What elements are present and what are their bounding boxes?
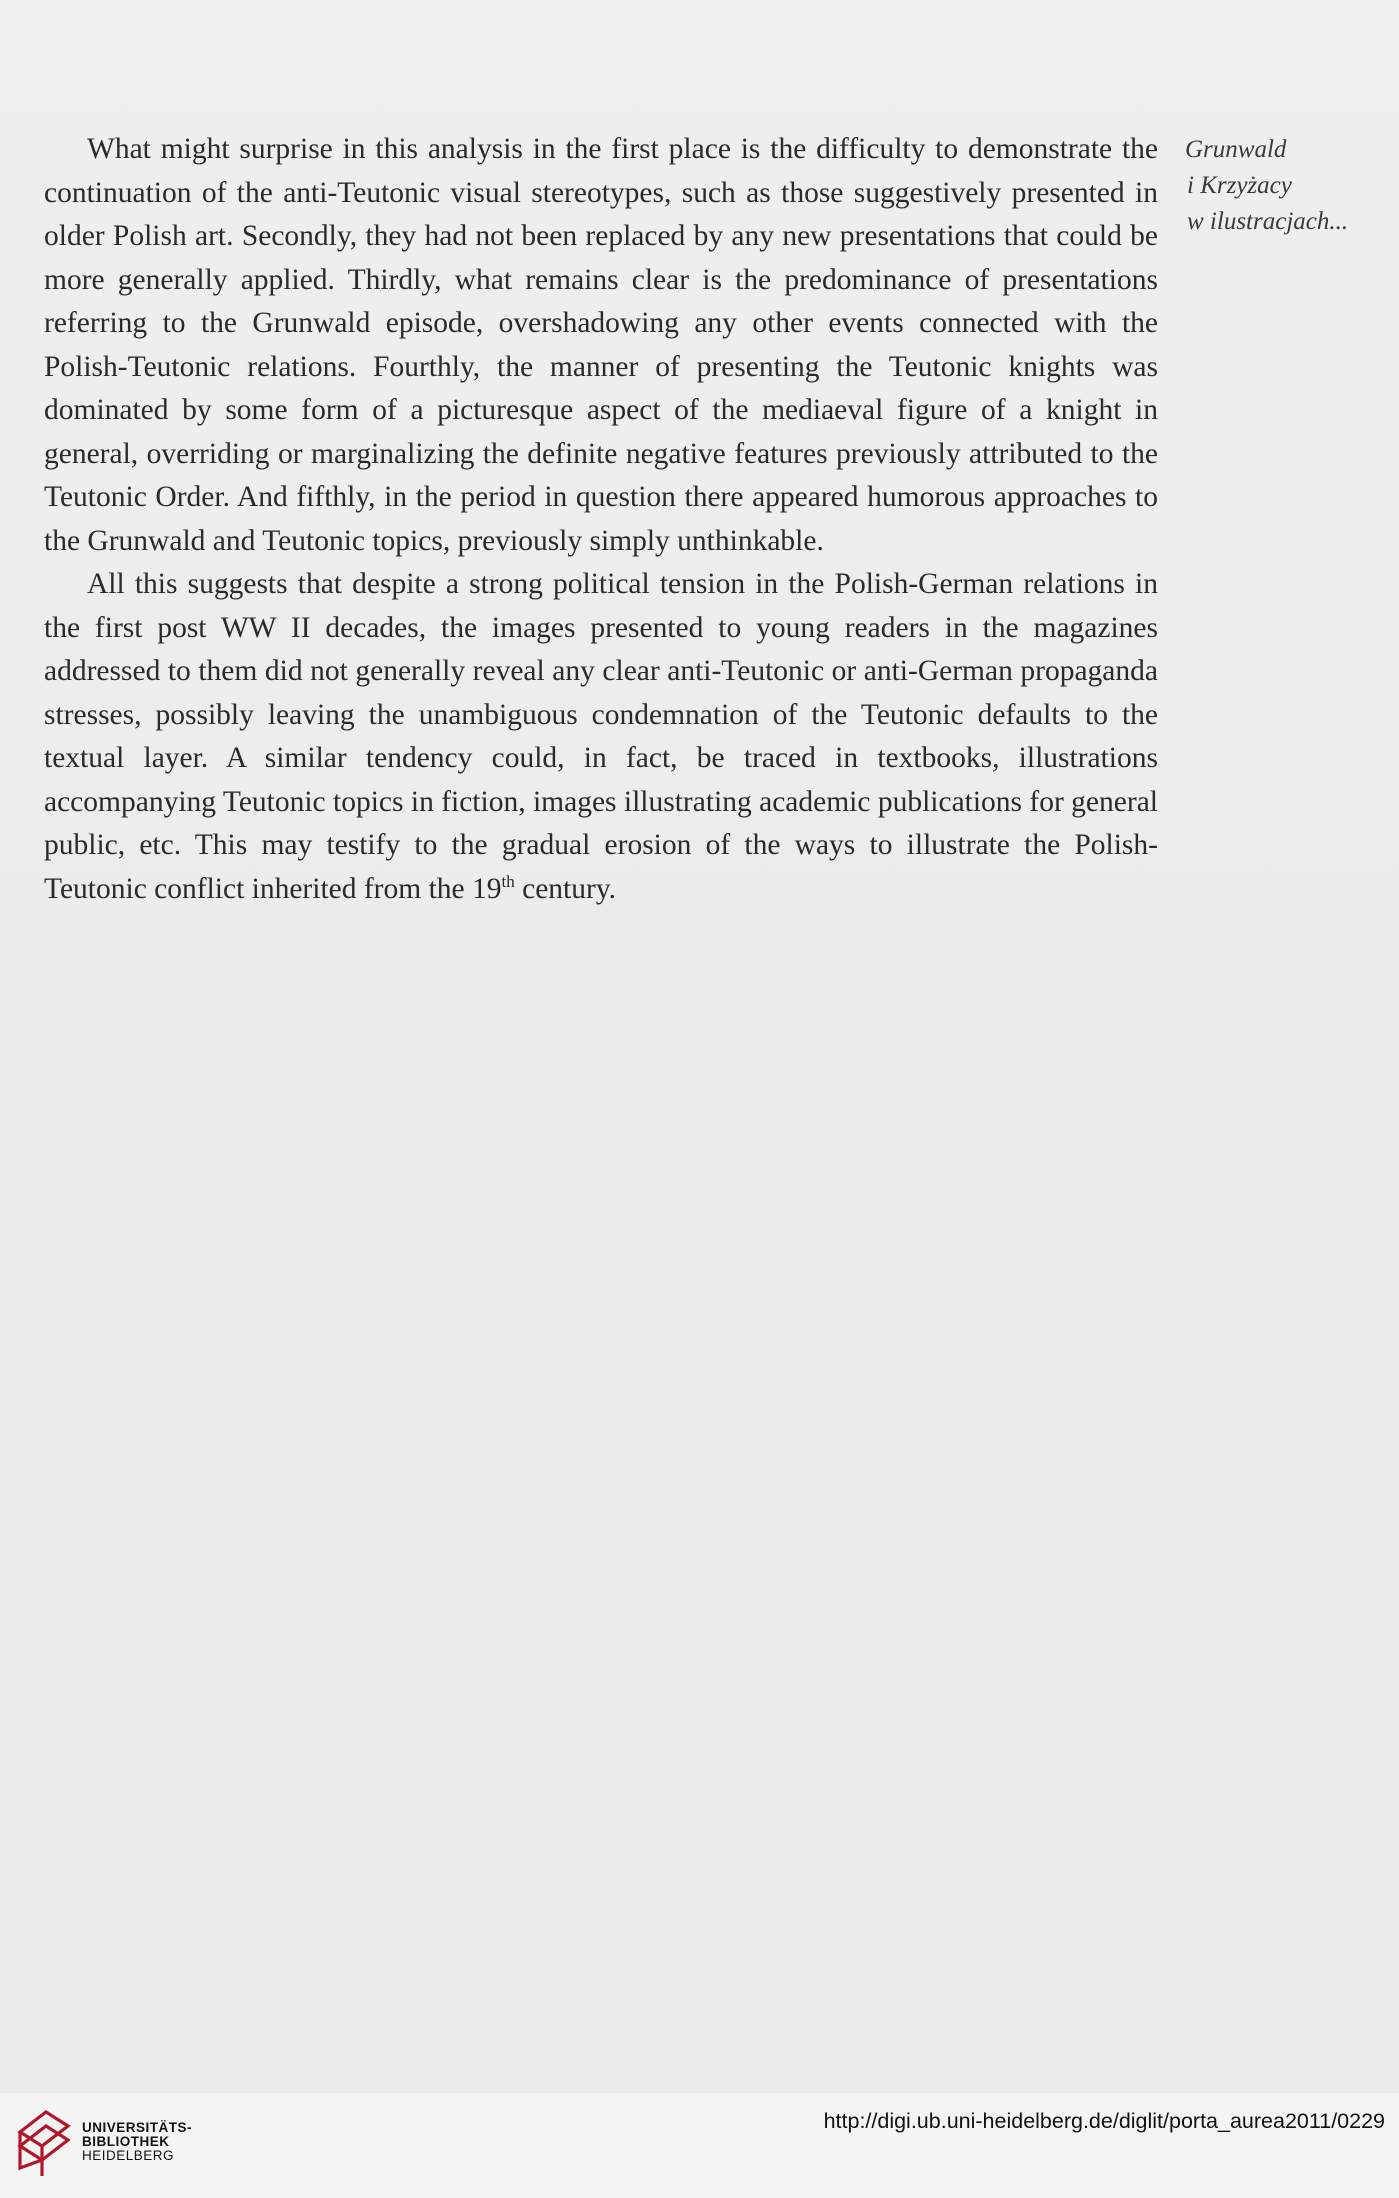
library-name-line-3: HEIDELBERG [82,2148,175,2163]
body-text [44,128,1158,911]
library-name-line-2: BIBLIOTHEK [82,2134,170,2149]
marginal-note [1185,132,1385,240]
digitization-footer [0,2093,1399,2198]
paragraph-2 [44,563,1158,911]
marginal-note-line-2: i Krzyżacy [1187,172,1292,199]
source-url-link[interactable]: http://digi.ub.uni-heidelberg.de/diglit/porta_aurea2011/0229 [823,2109,1385,2133]
paragraph-2-end: century. [514,872,617,905]
paragraph-1 [44,128,1158,563]
library-name-line-1: UNIVERSITÄTS- [82,2120,193,2135]
heidelberg-library-logo-icon [14,2106,72,2178]
library-name [82,2121,192,2163]
superscript-th: th [501,871,515,891]
paragraph-2-text: All this suggests that despite a strong political tension in the Polish-German relations in the first post WW II decades, the images presented to young readers in the magazines addressed to them did not generally reveal any clear anti-Teutonic or anti-German propaganda stresses, possibly leaving the unambiguous condemnation of the Teutonic defaults to the textual layer. A similar tendency could, in fact, be traced in textbooks, illustrations accompanying Teutonic topics in fiction, images illustrating academic publications for general public, etc. This may testify to the gradual erosion of the ways to illustrate the Polish-Teutonic conflict inherited from the 19 [44,568,1158,905]
marginal-note-line-3: w ilustracjach... [1187,208,1349,235]
marginal-note-line-1: Grunwald [1185,136,1287,163]
paragraph-1-text: What might surprise in this analysis in the first place is the difficulty to demonstrate the continuation of the anti-Teutonic visual stereotypes, such as those suggestively presented in older Polish art. Secondly, they had not been replaced by any new presentations that could be more generally applied. Thirdly, what remains clear is the predominance of presentations referring to the Grunwald episode, overshadowing any other events connected with the Polish-Teutonic relations. Fourthly, the manner of presenting the Teutonic knights was dominated by some form of a picturesque aspect of the mediaeval figure of a knight in general, overriding or marginalizing the definite negative features previously attributed to the Teutonic Order. And fifthly, in the period in question there appeared humorous approaches to the Grunwald and Teutonic topics, previously simply unthinkable. [44,133,1158,557]
